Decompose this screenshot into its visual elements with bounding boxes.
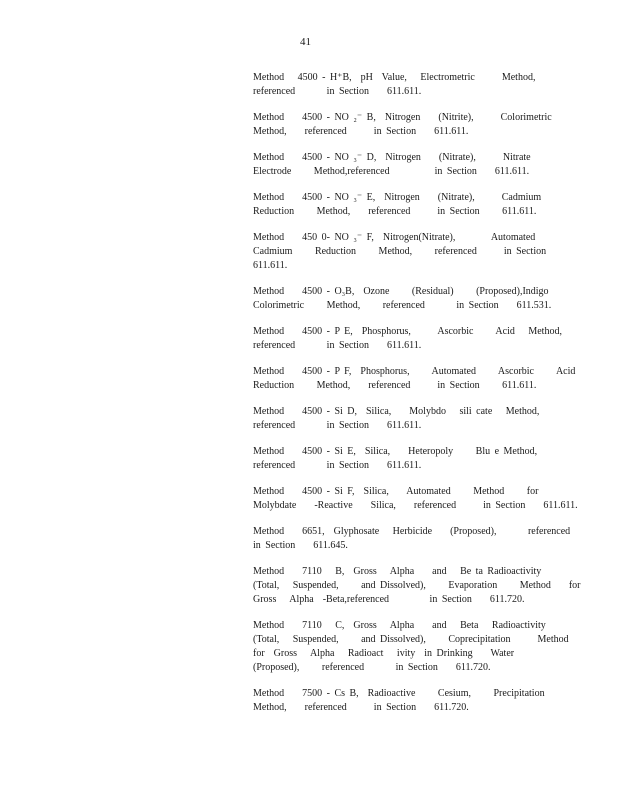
entry-line: referenced in Section 611.611.	[253, 460, 422, 471]
entry-line: referenced in Section 611.611.	[253, 340, 422, 351]
method-entry	[253, 111, 552, 139]
entry-line: Cadmium Reduction Method, referenced in Section	[253, 246, 547, 257]
entry-line: Method 7110 B, Gross Alpha and Be ta Radioactivity	[253, 566, 542, 577]
entry-line: Reduction Method, referenced in Section 611.611.	[253, 380, 537, 391]
entry-line: Method 4500 - P E, Phosphorus, Ascorbic Acid Method,	[253, 326, 562, 337]
entry-line: Method 4500 - Si F, Silica, Automated Method for	[253, 486, 539, 497]
entry-line: Reduction Method, referenced in Section 611.611.	[253, 206, 537, 217]
method-entry	[253, 191, 543, 219]
entry-line: Colorimetric Method, referenced in Section 611.531.	[253, 300, 552, 311]
entry-line: Method 7500 - Cs B, Radioactive Cesium, Precipitation	[253, 688, 545, 699]
entry-line: Method 7110 C, Gross Alpha and Beta Radioactivity	[253, 620, 546, 631]
page-number: 41	[300, 36, 311, 48]
method-entry	[253, 365, 576, 393]
entry-line: Electrode Method,referenced in Section 611.611.	[253, 166, 530, 177]
entry-line: Method 4500 - Si D, Silica, Molybdo sili cate Method,	[253, 406, 540, 417]
entry-line: (Total, Suspended, and Dissolved), Coprecipitation Method	[253, 634, 569, 645]
method-entry	[253, 71, 543, 99]
entry-line: Method, referenced in Section 611.720.	[253, 702, 469, 713]
entry-line: Method 6651, Glyphosate Herbicide (Proposed), referenced	[253, 526, 571, 537]
entry-line: Method 4500 - NO ₃⁻ E, Nitrogen (Nitrate), Cadmium	[253, 192, 542, 203]
entry-line: for Gross Alpha Radioact ivity in Drinking Water	[253, 648, 515, 659]
method-entry	[253, 405, 543, 433]
entry-line: Method 4500 - Si E, Silica, Heteropoly Blu e Method,	[253, 446, 538, 457]
entry-line: Method, referenced in Section 611.611.	[253, 126, 469, 137]
entry-line: Method 4500 - NO ₂⁻ B, Nitrogen (Nitrite), Colorimetric	[253, 112, 552, 123]
entry-line: Molybdate -Reactive Silica, referenced in Section 611.611.	[253, 500, 578, 511]
entry-line: in Section 611.645.	[253, 540, 348, 551]
method-entry	[253, 151, 543, 179]
method-entry	[253, 565, 581, 607]
entry-line: Method 4500 - P F, Phosphorus, Automated Ascorbic Acid	[253, 366, 576, 377]
entry-line: 611.611.	[253, 260, 288, 271]
method-entry	[253, 525, 571, 553]
method-entry	[253, 485, 578, 513]
entry-line: Method 4500 - H⁺B, pH Value, Electrometric Method,	[253, 72, 536, 83]
method-entry	[253, 445, 543, 473]
entry-line: (Total, Suspended, and Dissolved), Evaporation Method for	[253, 580, 581, 591]
method-list	[253, 71, 581, 727]
entry-line: Method 4500 - O₃B, Ozone (Residual) (Proposed),Indigo	[253, 286, 549, 297]
method-entry	[253, 619, 569, 675]
entry-line: referenced in Section 611.611.	[253, 86, 422, 97]
entry-line: Method 450 0- NO ₃⁻ F, Nitrogen(Nitrate), Automated	[253, 232, 536, 243]
method-entry	[253, 325, 562, 353]
method-entry	[253, 231, 547, 273]
entry-line: Method 4500 - NO ₃⁻ D, Nitrogen (Nitrate), Nitrate	[253, 152, 531, 163]
entry-line: Gross Alpha -Beta,referenced in Section 611.720.	[253, 594, 525, 605]
method-entry	[253, 687, 543, 715]
entry-line: referenced in Section 611.611.	[253, 420, 422, 431]
entry-line: (Proposed), referenced in Section 611.720.	[253, 662, 491, 673]
method-entry	[253, 285, 552, 313]
